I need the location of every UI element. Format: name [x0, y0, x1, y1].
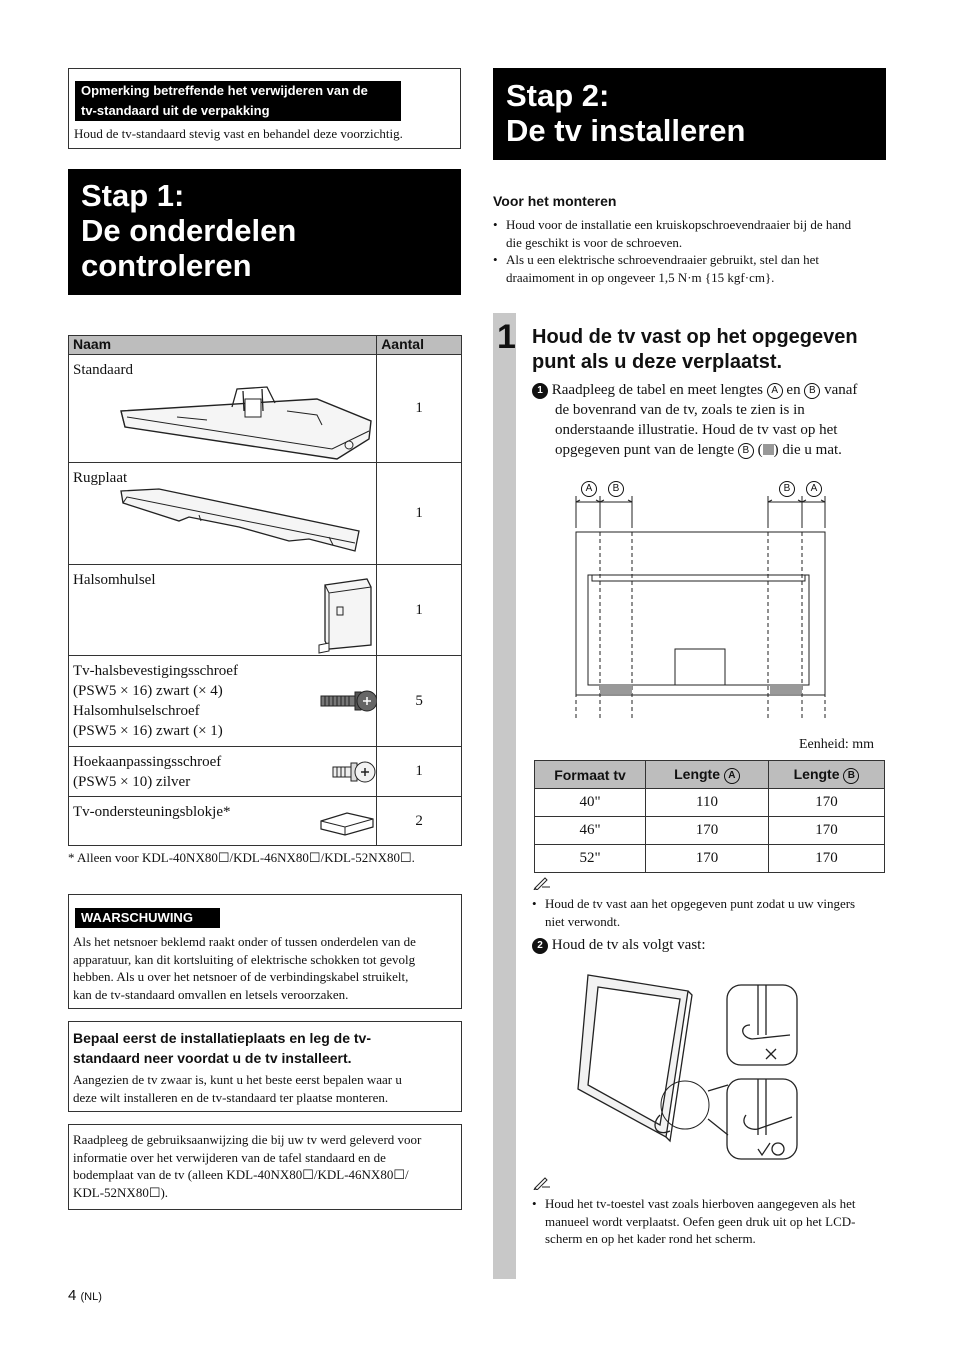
substep-1: 1 Raadpleeg de tabel en meet lengtes A en B vanaf de bovenrand van de tv, zoals te zien is in onderstaande illustratie. Houd de tv vast op het opgegeven punt van de lengte B ( ) die u mat.: [532, 380, 892, 460]
table-row: 46" 170 170: [535, 817, 885, 845]
neck-cover-illustration: [317, 575, 375, 655]
before-mount-list: [493, 216, 893, 286]
before-mount-heading: Voor het monteren: [493, 193, 617, 209]
notice-title: Opmerking betreffende het verwijderen van de tv-standaard uit de verpakking: [75, 81, 401, 121]
list-item: • Houd de tv vast aan het opgegeven punt zodat u uw vingers niet verwondt.: [532, 895, 892, 930]
notice-text: Houd de tv-standaard stevig vast en behandel deze voorzichtig.: [74, 126, 403, 141]
table-row: 52" 170 170: [535, 845, 885, 873]
label-a-icon: A: [767, 383, 783, 399]
diagram-label-a: A: [581, 481, 597, 497]
warning-tag: WAARSCHUWING: [75, 908, 220, 928]
tv-holding-illustration: [570, 965, 820, 1165]
parts-footnote: * Alleen voor KDL-40NX80☐/KDL-46NX80☐/KDL-52NX80☐.: [68, 850, 415, 865]
manual-note-box: [68, 1124, 462, 1210]
step-title: Houd de tv vast op het opgegeven punt als u deze verplaatst.: [532, 326, 858, 373]
screw-black-illustration: [319, 686, 377, 716]
table-row: [69, 797, 462, 846]
note-pencil-icon: [533, 876, 551, 890]
part-name: Hoekaanpassingsschroef: [73, 754, 222, 770]
step-number: 1: [497, 318, 516, 356]
step1-banner: [68, 169, 461, 295]
support-block-illustration: [319, 807, 375, 837]
table-row: [69, 355, 462, 463]
gray-square-icon: [763, 444, 774, 455]
step2-banner: [493, 68, 886, 160]
parts-header-name: Naam: [69, 336, 377, 355]
unit-label: Eenheid: mm: [799, 737, 875, 752]
install-place-text: Aangezien de tv zwaar is, kunt u het beste eerst bepalen waar u deze wilt installeren en de tv-standaard ter plaatse monteren.: [73, 1072, 402, 1105]
table-row: [69, 565, 462, 656]
size-header-row: [535, 761, 885, 789]
list-item: • Houd het tv-toestel vast zoals hierboven aangegeven als het manueel wordt verplaatst. Oefen geen druk uit op het LCD- scherm en op het kader rond het scherm.: [532, 1195, 892, 1248]
step2-line2: De tv installeren: [506, 113, 746, 148]
stand-illustration: [117, 381, 375, 463]
step1-line3: controleren: [81, 248, 252, 283]
warning-text: Als het netsnoer beklemd raakt onder of tussen onderdelen van de apparatuur, kan dit kortsluiting of elektrische schokken tot gevolg hebben. Als u over het netsnoer of de verbindingskabel struikelt, kan de tv-standaard omvallen en letsels veroorzaken.: [73, 934, 416, 1002]
part-qty: 1: [377, 355, 462, 463]
diagram-label-b: B: [779, 481, 795, 497]
install-place-title: Bepaal eerst de installatieplaats en leg de tv- standaard neer voordat u de tv installeert.: [73, 1030, 371, 1066]
substep-1-number: 1: [532, 383, 548, 399]
part-name: Rugplaat: [73, 470, 128, 486]
size-header-length-a: Lengte A: [646, 761, 769, 789]
substep-2-number: 2: [532, 938, 548, 954]
note-1-list: [532, 895, 892, 930]
table-row: [69, 747, 462, 797]
part-qty: 1: [377, 747, 462, 797]
page-number: 4 (NL): [68, 1287, 102, 1304]
list-item: • Als u een elektrische schroevendraaier gebruikt, stel dan het draaimoment in op ongeveer 1,5 N·m {15 kgf·cm}.: [493, 251, 893, 286]
diagram-label-a: A: [806, 481, 822, 497]
manual-note-text: Raadpleeg de gebruiksaanwijzing die bij uw tv werd geleverd voor informatie over het verwijderen van de tafel standaard en de bodemplaat van de tv (alleen KDL-40NX80☐/KDL-46NX80☐/ KDL-52NX80☐).: [73, 1132, 422, 1200]
step1-line2: De onderdelen: [81, 213, 297, 248]
parts-header-row: [69, 336, 462, 355]
step-sidebar-bar: [493, 313, 516, 1279]
size-header-length-b: Lengte B: [769, 761, 885, 789]
backplate-illustration: [119, 487, 371, 557]
part-qty: 1: [377, 565, 462, 656]
part-qty: 5: [377, 656, 462, 747]
part-name: (PSW5 × 10) zilver: [73, 774, 191, 790]
note-2-list: [532, 1195, 892, 1248]
warning-box: [68, 894, 462, 1009]
notice-box: [68, 68, 461, 149]
size-header-format: Formaat tv: [535, 761, 646, 789]
table-row: [69, 463, 462, 565]
tv-measurement-diagram: [570, 478, 832, 720]
part-qty: 2: [377, 797, 462, 846]
table-row: 40" 110 170: [535, 789, 885, 817]
part-name: Standaard: [73, 362, 133, 378]
label-b-icon: B: [804, 383, 820, 399]
part-name: Halsomhulsel: [73, 572, 156, 588]
screw-silver-illustration: [331, 759, 377, 785]
list-item: • Houd voor de installatie een kruiskopschroevendraaier bij de hand die geschikt is voor de schroeven.: [493, 216, 893, 251]
size-table: [534, 760, 885, 873]
install-place-box: [68, 1021, 462, 1112]
parts-header-qty: Aantal: [377, 336, 462, 355]
part-name: (PSW5 × 16) zwart (× 1): [73, 723, 223, 739]
table-row: [69, 656, 462, 747]
part-name: Halsomhulselschroef: [73, 703, 200, 719]
step2-line1: Stap 2:: [506, 78, 610, 113]
note-pencil-icon: [533, 1176, 551, 1190]
step1-line1: Stap 1:: [81, 178, 185, 213]
part-name: Tv-halsbevestigingsschroef: [73, 663, 238, 679]
part-name: Tv-ondersteuningsblokje*: [73, 804, 231, 820]
part-qty: 1: [377, 463, 462, 565]
parts-table: [68, 335, 462, 846]
label-b-icon: B: [738, 443, 754, 459]
diagram-label-b: B: [608, 481, 624, 497]
part-name: (PSW5 × 16) zwart (× 4): [73, 683, 223, 699]
substep-2: 2 Houd de tv als volgt vast:: [532, 935, 706, 955]
